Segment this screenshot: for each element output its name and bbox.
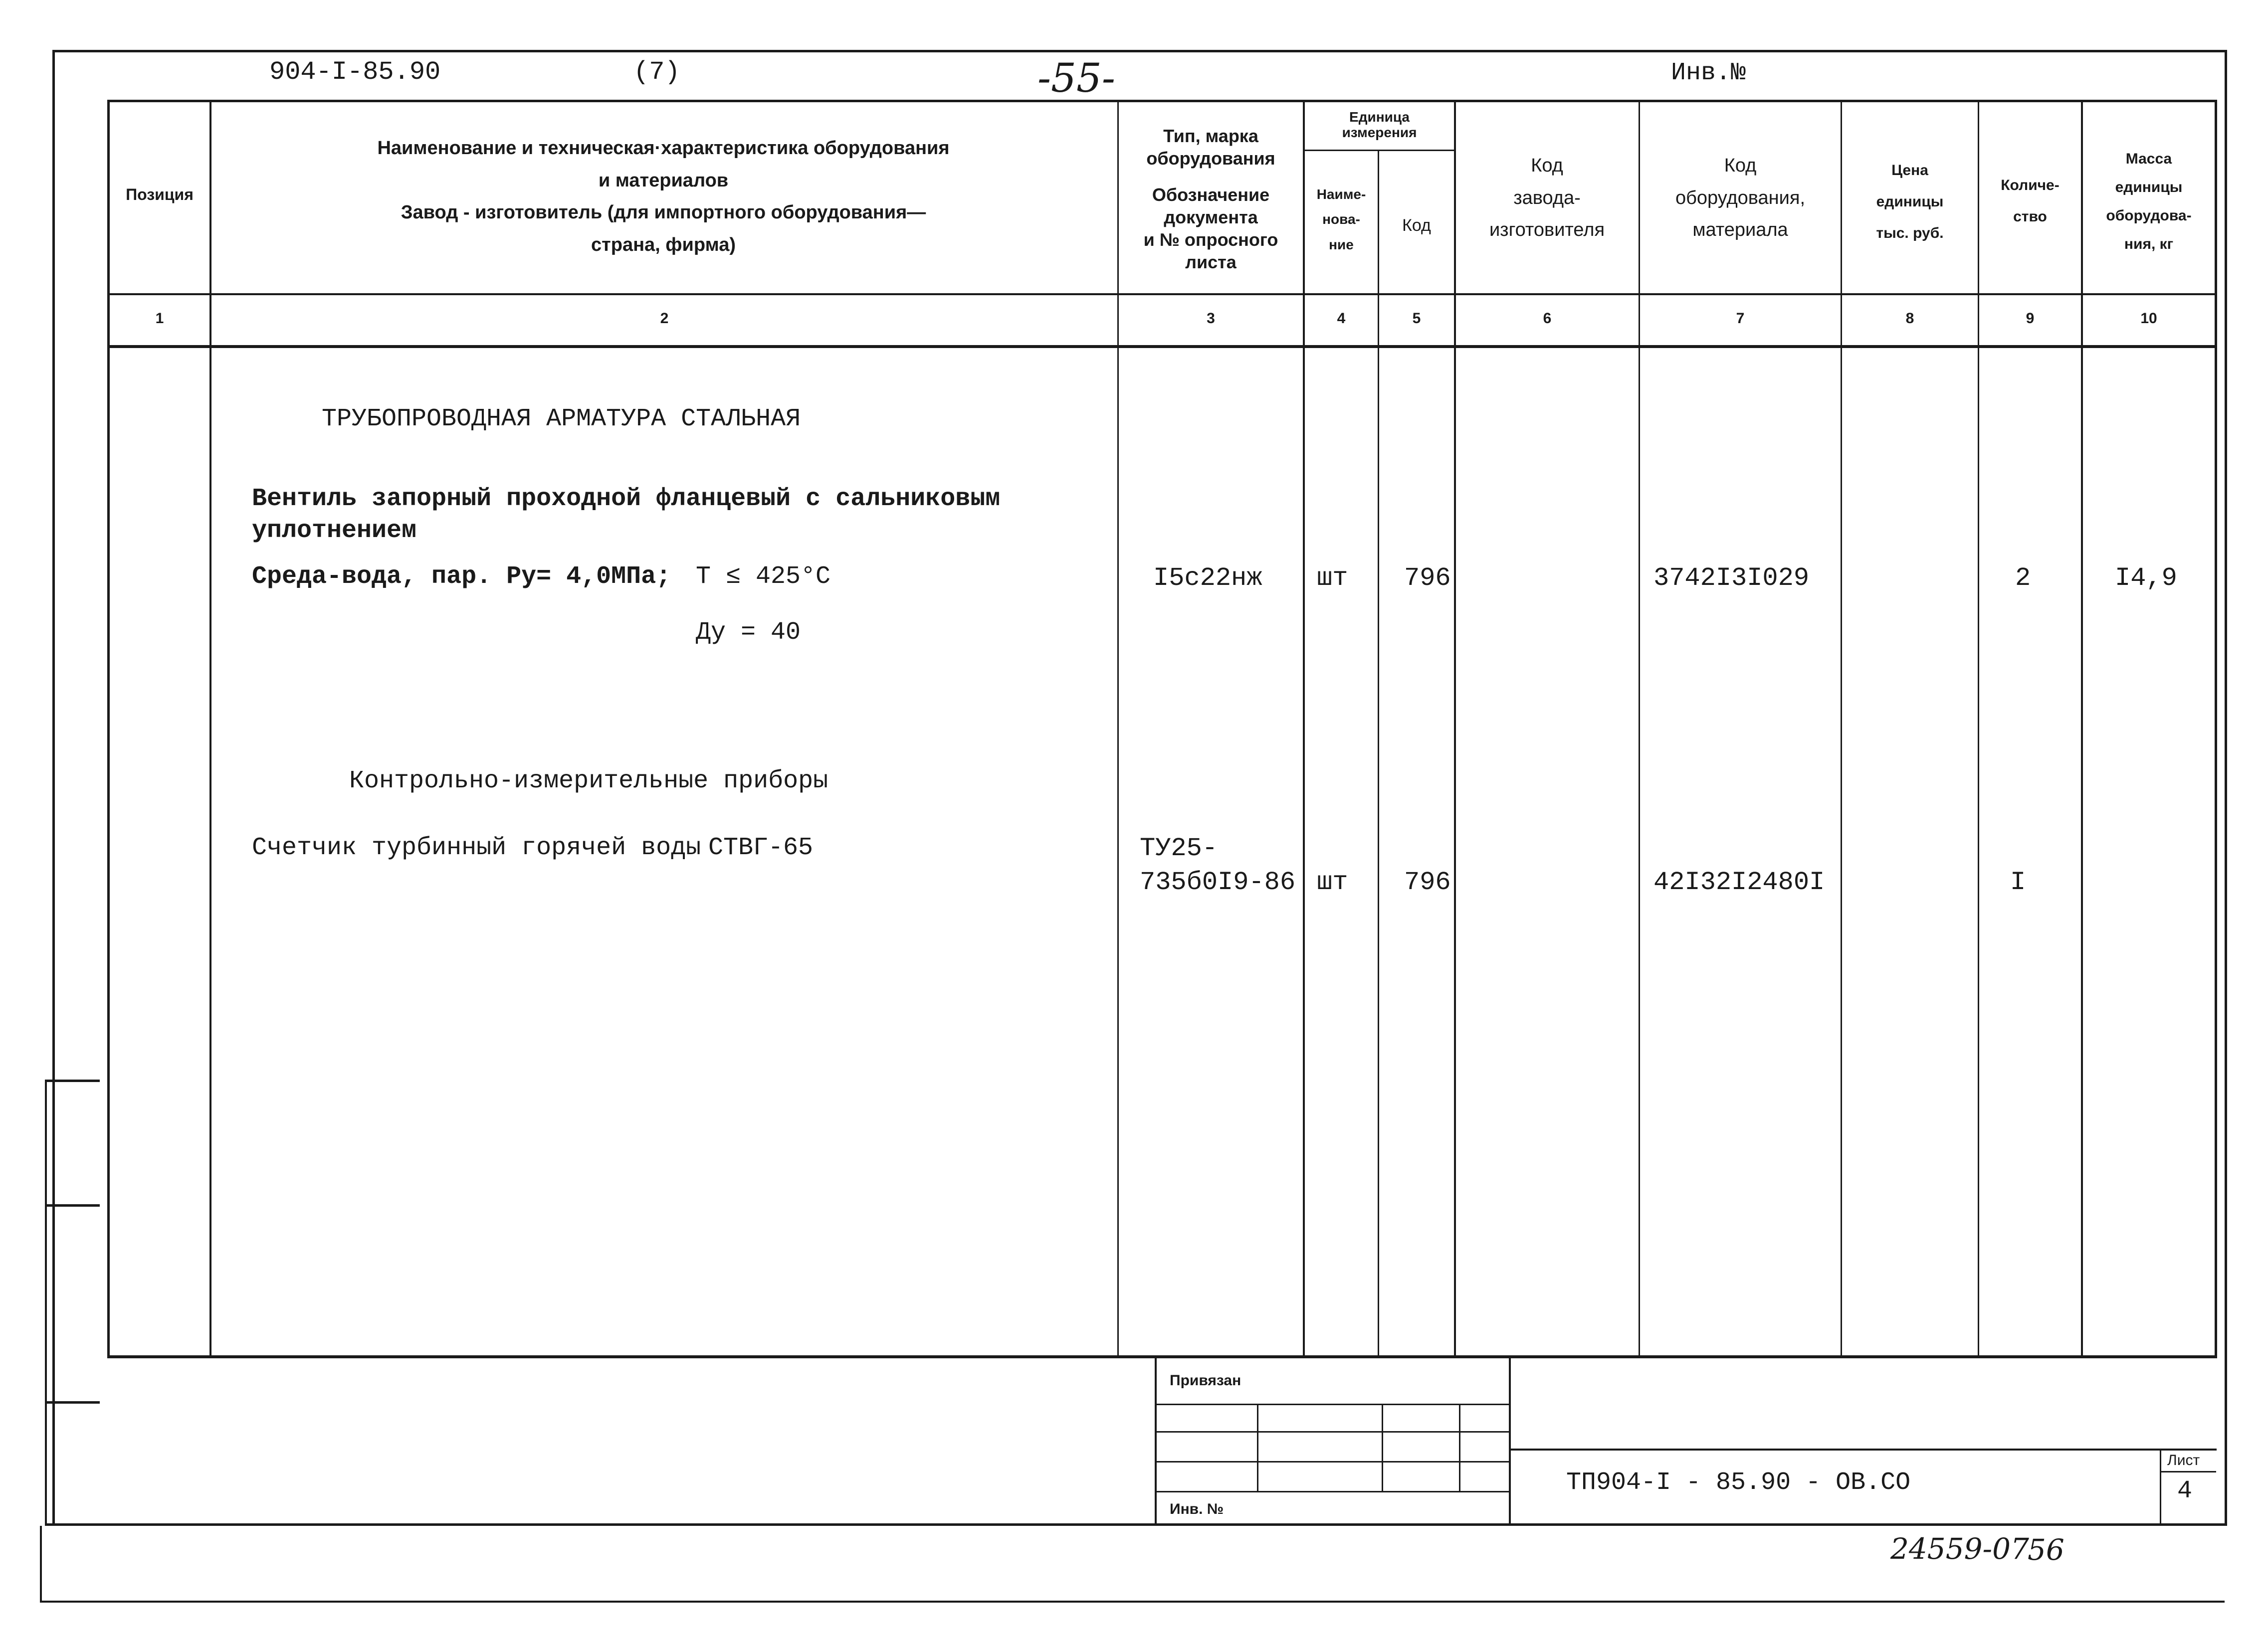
doc-code: 904-I-85.90 [269, 57, 441, 87]
row1-temperature: Т ≤ 425°С [696, 562, 831, 591]
header-mass-line4: ния, кг [2124, 236, 2174, 252]
row2-unit-code: 796 [1404, 868, 1451, 897]
col-divider-5 [1454, 100, 1456, 1356]
page-handwritten: -55- [1037, 55, 1115, 101]
header-material-code-line2: оборудования, [1675, 187, 1806, 208]
header-mass [2084, 145, 2214, 258]
header-unit-name [1306, 182, 1377, 257]
row1-name-line3: Среда-вода, пар. Ру= 4,0МПа; [252, 562, 671, 591]
header-type-line2: оборудования [1146, 148, 1275, 169]
col-number-1: 1 [155, 310, 164, 327]
outer-frame-top [52, 50, 2227, 52]
col-number-4: 4 [1337, 310, 1346, 327]
stamp-grid-h3 [1157, 1461, 1509, 1463]
row1-name-line2: уплотнением [252, 517, 417, 545]
header-type-line6: листа [1185, 252, 1237, 272]
stamp-sheet-label: Лист [2167, 1452, 2200, 1468]
sheet-box-left [2160, 1449, 2161, 1523]
header-type-line1: Тип, марка [1163, 126, 1258, 146]
header-name-line1: Наименование и техническая·характеристика оборудования [377, 138, 950, 159]
part-number: (7) [633, 57, 680, 87]
row1-quantity: 2 [2015, 563, 2031, 593]
stamp-inv-no: Инв. № [1170, 1501, 1224, 1517]
header-unit-name-line3: ние [1329, 236, 1354, 252]
table-top [107, 100, 2217, 102]
col-divider-1 [209, 100, 211, 1356]
col-divider-3 [1303, 100, 1305, 1356]
row1-name-line1: Вентиль запорный проходной фланцевый с сальниковым [252, 485, 1001, 513]
header-mass-line3: оборудова- [2106, 207, 2192, 224]
section-title-instruments: Контрольно-измерительные приборы [349, 767, 828, 795]
stamp-doc-divider [1511, 1449, 2217, 1451]
header-unit-name-line1: Наиме- [1316, 186, 1366, 202]
header-type-line3: Обозначение [1152, 184, 1270, 205]
row1-unit-code: 796 [1404, 563, 1451, 593]
col-number-6: 6 [1543, 310, 1552, 327]
sheet-box-mid [2161, 1471, 2216, 1472]
row1-nominal-diameter: Ду = 40 [696, 618, 801, 647]
header-mass-line1: Масса [2125, 151, 2172, 167]
header-mass-line2: единицы [2115, 179, 2183, 195]
row2-name: Счетчик турбинный горячей воды [252, 834, 701, 862]
header-unit-code: Код [1402, 216, 1431, 235]
header-material-code [1641, 150, 1840, 246]
row1-material-code: 3742I3I029 [1653, 563, 1810, 593]
header-type [1120, 125, 1302, 273]
header-quantity-line2: ство [2013, 208, 2047, 225]
header-price-line3: тыс. руб. [1876, 225, 1944, 241]
stamp-box-left [1155, 1356, 1157, 1526]
col-divider-4 [1378, 150, 1379, 1356]
header-price [1843, 155, 1977, 249]
inv-label: Инв.№ [1671, 59, 1746, 87]
header-material-code-line1: Код [1724, 155, 1757, 176]
header-price-line1: Цена [1891, 162, 1928, 179]
header-name [214, 132, 1112, 261]
margin-mark-3 [45, 1401, 100, 1404]
stamp-grid-h4 [1157, 1491, 1509, 1492]
archive-number: 24559-07 [1890, 1532, 2029, 1566]
section-title-armature: ТРУБОПРОВОДНАЯ АРМАТУРА СТАЛЬНАЯ [322, 405, 801, 433]
header-plant-code-line1: Код [1531, 155, 1563, 176]
row2-material-code: 42I32I2480I [1653, 868, 1825, 897]
page-edge-bottom [40, 1601, 2225, 1603]
col-number-7: 7 [1736, 310, 1745, 327]
table-right [2215, 100, 2217, 1356]
stamp-box-right [1509, 1356, 1511, 1526]
outer-frame-left [52, 50, 55, 1526]
margin-vertical [45, 1080, 47, 1523]
stamp-grid-v2 [1382, 1404, 1383, 1491]
row2-unit-name: шт [1317, 868, 1348, 897]
stamp-grid-v1 [1257, 1404, 1258, 1491]
page-edge-left [40, 1526, 42, 1601]
col-number-3: 3 [1207, 310, 1215, 327]
header-unit-group [1306, 110, 1453, 141]
row1-mass: I4,9 [2115, 563, 2177, 593]
header-plant-code [1456, 150, 1638, 246]
row1-unit-name: шт [1317, 563, 1348, 593]
stamp-doc-designation: ТП904-I - 85.90 - ОВ.СО [1566, 1468, 1911, 1497]
row2-model: СТВГ-65 [708, 834, 814, 862]
col-number-10: 10 [2140, 310, 2157, 327]
row2-quantity: I [2010, 868, 2026, 897]
header-quantity-line1: Количе- [2001, 177, 2060, 193]
col-divider-9 [2081, 100, 2083, 1356]
row1-type: I5с22нж [1153, 563, 1262, 593]
unit-group-divider [1304, 150, 1454, 151]
header-name-line4: страна, фирма) [591, 234, 736, 255]
stamp-grid-v3 [1459, 1404, 1460, 1491]
stamp-privyazan: Привязан [1170, 1372, 1241, 1389]
col-number-9: 9 [2026, 310, 2035, 327]
header-position: Позиция [126, 185, 194, 203]
header-unit-name-line2: нова- [1322, 211, 1360, 227]
header-quantity [1980, 170, 2080, 232]
header-material-code-line3: материала [1692, 219, 1788, 241]
margin-mark-2 [45, 1204, 100, 1207]
stamp-grid-h1 [1157, 1404, 1509, 1405]
col-number-bottom-line [110, 345, 2215, 348]
table-left [107, 100, 110, 1356]
header-type-line5: и № опросного [1143, 229, 1278, 250]
row2-type-line2: 735б0I9-86 [1140, 868, 1296, 897]
row2-type-line1: ТУ25- [1140, 834, 1218, 863]
col-divider-7 [1841, 100, 1842, 1356]
col-divider-6 [1639, 100, 1640, 1356]
header-unit-line1: Единица [1349, 109, 1410, 125]
outer-frame-right [2225, 50, 2227, 1526]
header-name-line2: и материалов [598, 170, 729, 191]
header-unit-line2: измерения [1342, 124, 1417, 140]
header-plant-code-line2: завода- [1513, 187, 1581, 208]
col-number-5: 5 [1412, 310, 1421, 327]
stamp-grid-h2 [1157, 1431, 1509, 1433]
header-plant-code-line3: изготовителя [1489, 219, 1605, 241]
col-number-8: 8 [1905, 310, 1914, 327]
table-body-bottom [107, 1355, 2217, 1358]
header-type-line4: документа [1164, 207, 1258, 227]
stamp-sheet-number: 4 [2177, 1477, 2193, 1505]
outer-frame-bottom [45, 1523, 2227, 1526]
margin-mark-1 [45, 1080, 100, 1082]
header-price-line2: единицы [1876, 193, 1944, 210]
col-divider-2 [1117, 100, 1119, 1356]
footer-page-number: 56 [2028, 1533, 2064, 1567]
col-divider-8 [1978, 100, 1979, 1356]
header-bottom-line [110, 293, 2215, 295]
col-number-2: 2 [660, 310, 669, 327]
header-name-line3: Завод - изготовитель (для импортного оборудования— [401, 202, 926, 223]
